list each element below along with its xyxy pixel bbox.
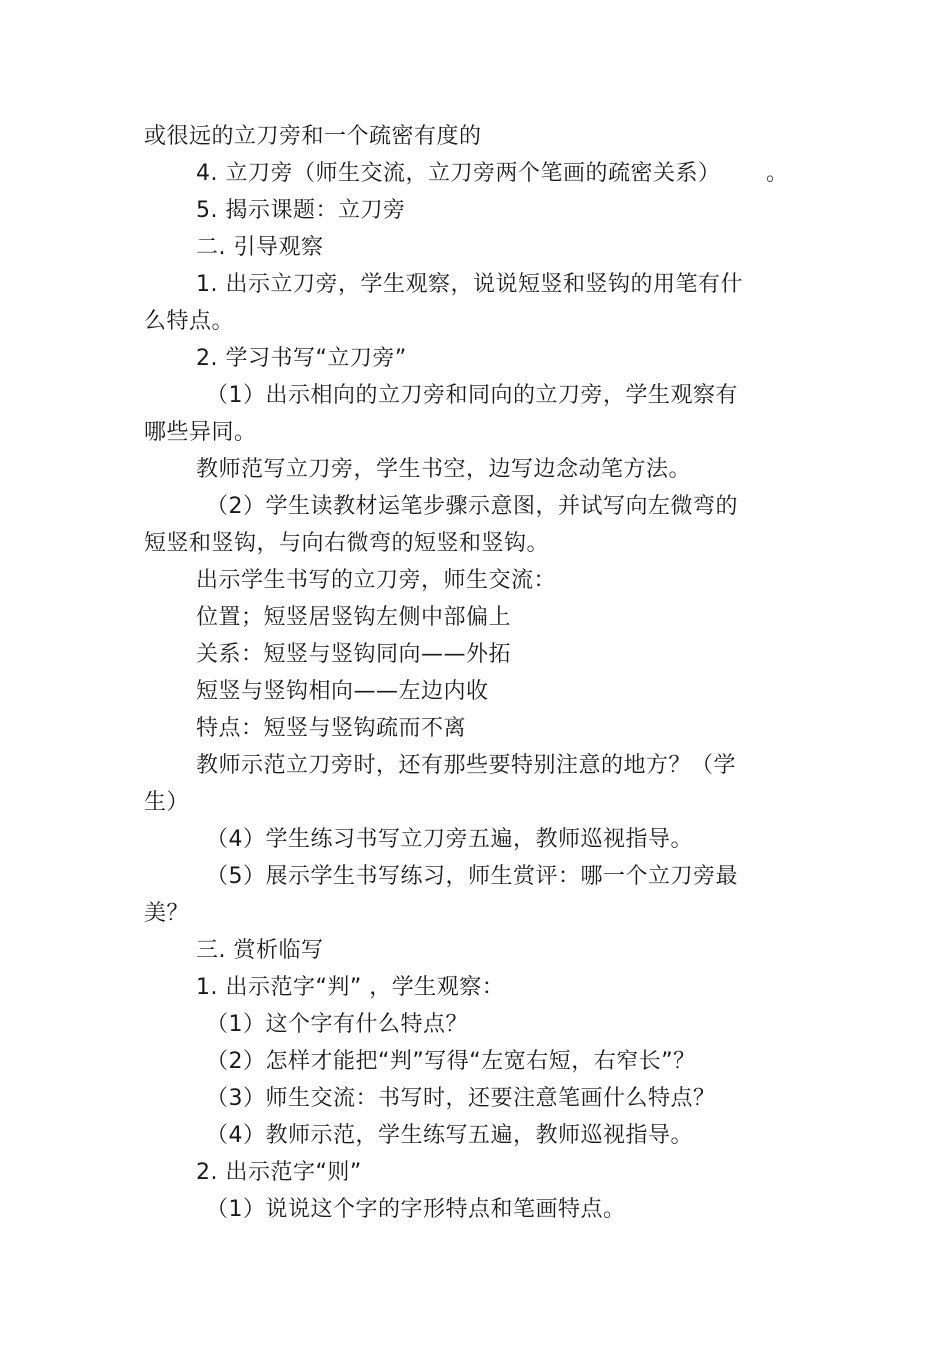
text-line: （2）学生读教材运笔步骤示意图，并试写向左微弯的 xyxy=(206,494,738,519)
text-line: 出示学生书写的立刀旁，师生交流： xyxy=(196,568,557,593)
text-line: 教师范写立刀旁，学生书空，边写边念动笔方法。 xyxy=(196,457,692,482)
text-line: 短竖和竖钩，与向右微弯的短竖和竖钩。 xyxy=(144,531,550,556)
text-line: 2. 学习书写“立刀旁” xyxy=(196,346,407,371)
text-line: （1）这个字有什么特点？ xyxy=(206,1012,468,1037)
text-line: 特点：短竖与竖钩疏而不离 xyxy=(196,716,467,741)
text-line: （1）出示相向的立刀旁和同向的立刀旁，学生观察有 xyxy=(206,383,738,408)
text-line: （5）展示学生书写练习，师生赏评：哪一个立刀旁最 xyxy=(206,864,738,889)
text-line: （1）说说这个字的字形特点和笔画特点。 xyxy=(206,1197,626,1222)
text-line: 美？ xyxy=(144,901,190,926)
trailing-period: 。 xyxy=(766,161,789,186)
text-line: 哪些异同。 xyxy=(144,420,257,445)
text-line: 2. 出示范字“则” xyxy=(196,1160,362,1185)
text-line: 生） xyxy=(144,790,190,815)
text-line: 么特点。 xyxy=(144,309,235,334)
text-line: （2）怎样才能把“判”写得“左宽右短，右窄长”？ xyxy=(206,1049,696,1074)
text-line: 5. 揭示课题：立刀旁 xyxy=(196,198,406,223)
text-line: 关系：短竖与竖钩同向——外拓 xyxy=(196,642,512,667)
text-line: 1. 出示范字“判” ，学生观察： xyxy=(196,975,505,1000)
text-line: 位置；短竖居竖钩左侧中部偏上 xyxy=(196,605,512,630)
text-line: （4）学生练习书写立刀旁五遍，教师巡视指导。 xyxy=(206,827,693,852)
text-line: 1. 出示立刀旁，学生观察，说说短竖和竖钩的用笔有什 xyxy=(196,272,743,297)
text-line: 短竖与竖钩相向——左边内收 xyxy=(196,679,489,704)
text-line: 4. 立刀旁（师生交流，立刀旁两个笔画的疏密关系） xyxy=(196,161,721,186)
text-line: 或很远的立刀旁和一个疏密有度的 xyxy=(144,124,482,149)
text-line: 教师示范立刀旁时，还有那些要特别注意的地方？（学 xyxy=(196,753,737,778)
text-line: （3）师生交流：书写时，还要注意笔画什么特点？ xyxy=(206,1086,716,1111)
text-line: （4）教师示范，学生练写五遍，教师巡视指导。 xyxy=(206,1123,693,1148)
section-heading: 三. 赏析临写 xyxy=(196,938,324,963)
section-heading: 二. 引导观察 xyxy=(196,235,324,260)
